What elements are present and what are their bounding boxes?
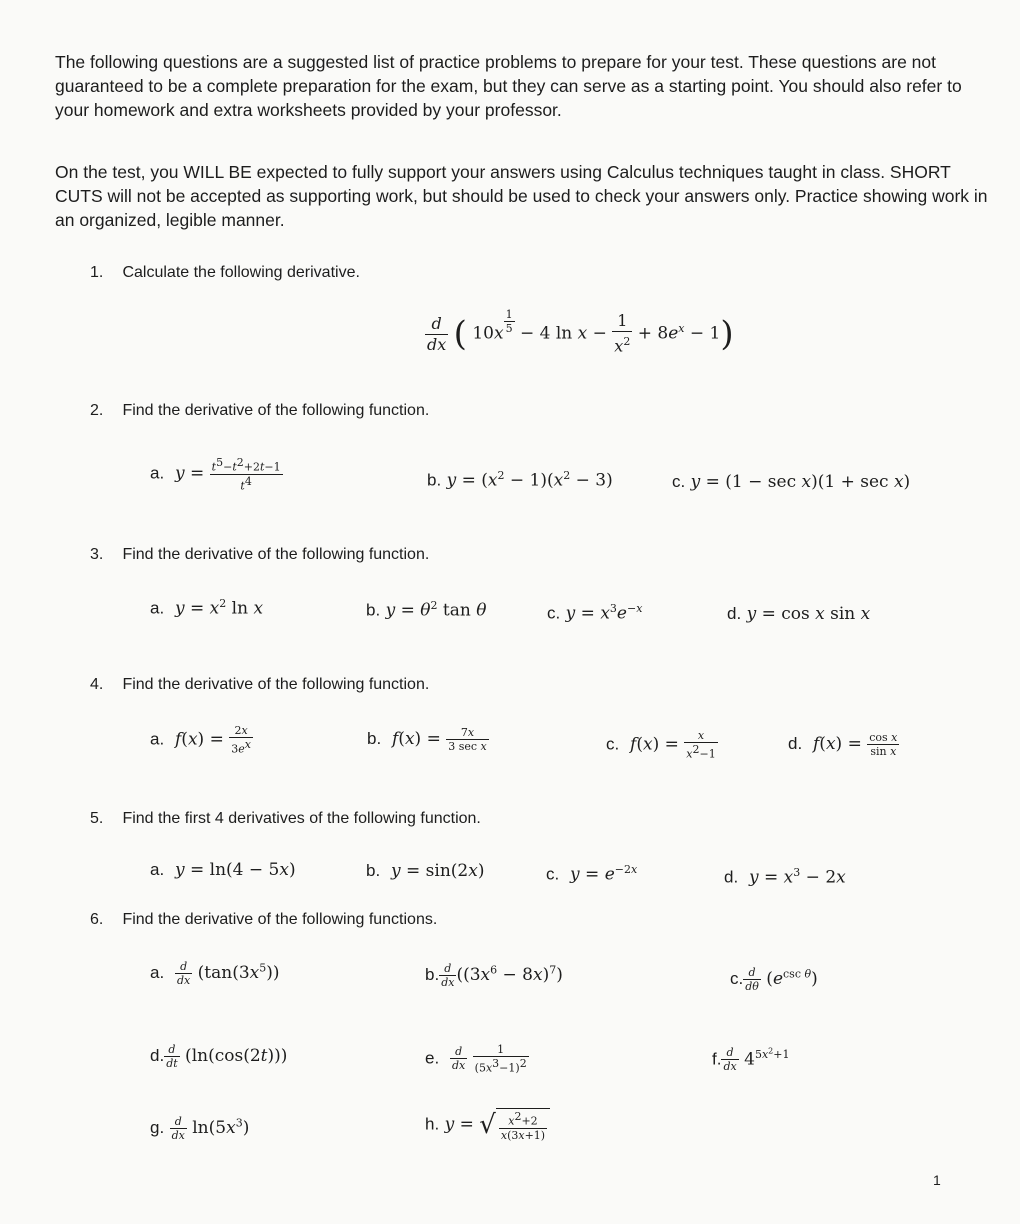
q4b-expression: b. f(x) = $\frac{7x}{\text{3 sec x}}$: [367, 726, 487, 753]
q3d-expression: d. y = cos x sin x: [727, 604, 871, 624]
q5a-expression: a. y = ln(4 − 5x): [150, 860, 296, 880]
question-3: 3. Find the derivative of the following function.: [90, 546, 430, 563]
intro-paragraph-1: The following questions are a suggested list of practice problems to prepare for your test. These questions are not guaranteed to be a complete preparation for the exam, but they can serve as a starting point. You should also refer to your homework and extra worksheets provided by your professor.: [55, 52, 962, 120]
page-number: 1: [933, 1172, 941, 1188]
q2b-expression: b. $y = (x^2 - 1)(x^2 - 3)$: [427, 469, 613, 491]
question-1: 1. Calculate the following derivative.: [90, 264, 360, 281]
q6e-expression: e. $\frac{d}{dx}$ $\frac{1}{(5x3-1)2}$: [425, 1043, 527, 1075]
question-6: 6. Find the derivative of the following functions.: [90, 911, 438, 928]
q3c-expression: c. $y = x^3e^{-x}$: [547, 602, 643, 624]
q4d-expression: d. f(x) = $\frac{\text{cos x}}{\text{sin x}}$: [788, 731, 898, 758]
q6d-expression: d. $\frac{d}{dt}$ (ln(cos(2t))): [150, 1043, 288, 1070]
q2a-expression: a. y = $\frac{t5-t2+2t-1}{t4}$: [150, 456, 281, 493]
q3a-expression: a. $y = x^2$ ln x: [150, 597, 264, 619]
q6h-expression: h. y = √ $\frac{x2+2}{x(3x+1)}$: [425, 1108, 550, 1142]
q1-expression: $\frac{d}{dx}$ ( 10x $\frac{1}{5}$ − 4 ln x − $\frac{1}{x^2}$ + $8e^x - 1$): [427, 308, 734, 356]
q4c-expression: c. f(x) = $\frac{x}{x2-1}$: [606, 729, 716, 761]
question-5: 5. Find the first 4 derivatives of the following function.: [90, 810, 481, 827]
q5c-expression: c. $y = e^{-2x}$: [546, 863, 638, 885]
q3b-expression: b. $y = \theta^2$ tan θ: [366, 599, 487, 621]
question-4: 4. Find the derivative of the following function.: [90, 676, 430, 693]
q6g-expression: g. $\frac{d}{dx}$ $\ln(5x^3)$: [150, 1115, 250, 1142]
q6a-expression: a. $\frac{d}{dx}$ $(\tan(3x^5))$: [150, 960, 280, 987]
q4a-expression: a. f(x) = $\frac{2x}{3ex}$: [150, 724, 251, 756]
q5b-expression: b. y = sin(2x): [366, 861, 485, 881]
q5d-expression: d. $y = x^3 - 2x$: [724, 866, 846, 888]
q6f-expression: f. $\frac{d}{dx}$ $4^{5x^2+1}$: [712, 1046, 790, 1074]
q6c-expression: c. $\frac{d}{d\theta}$ $(e^{csc \theta})$: [730, 966, 818, 993]
q6b-expression: b. $\frac{d}{dx}$ $((3x^6 - 8x)^7)$: [425, 962, 563, 989]
question-2: 2. Find the derivative of the following function.: [90, 402, 430, 419]
intro-paragraph-2: On the test, you WILL BE expected to fully support your answers using Calculus techniques taught in class. SHORT CUTS will not be accepted as supporting work, but should be used to check your answers only. Practice showing work in an organized, legible manner.: [55, 162, 988, 230]
q2c-expression: c. y = (1 − sec x)(1 + sec x): [672, 472, 911, 492]
